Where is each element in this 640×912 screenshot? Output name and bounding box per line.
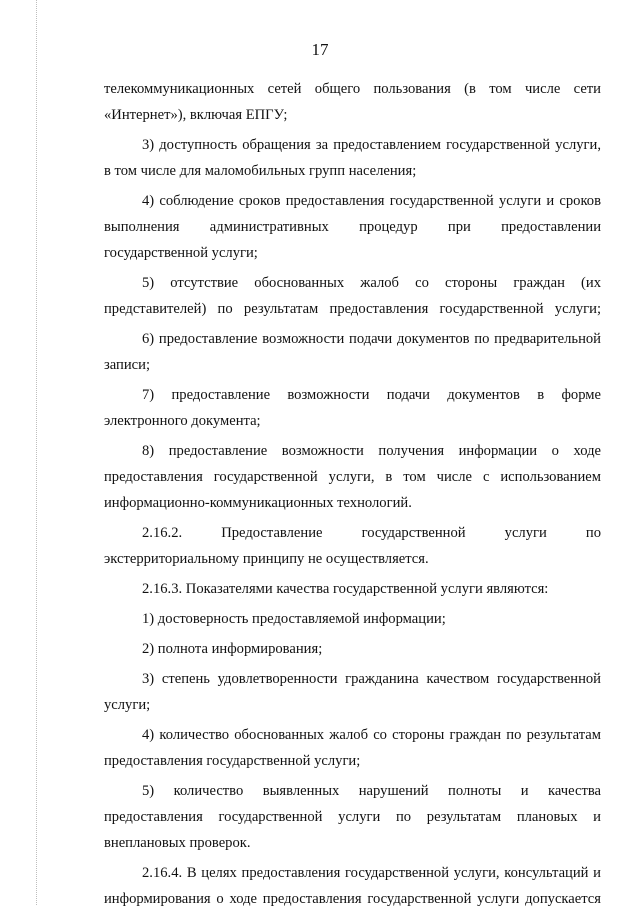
text-line: 8) предоставление возможности получения информации о ходе [142, 443, 601, 459]
text-line: 2.16.4. В целях предоставления государственной услуги, консультаций и [142, 865, 601, 881]
text-line: экстерриториальному принципу не осуществляется. [104, 551, 429, 567]
text-line: государственной услуги; [104, 245, 258, 261]
text-line: 3) доступность обращения за предоставлением государственной услуги, [142, 137, 601, 153]
text-line: 2.16.2. Предоставление государственной услуги по [142, 525, 601, 541]
text-line: представителей) по результатам предоставления государственной услуги; [104, 301, 601, 317]
text-line: телекоммуникационных сетей общего пользования (в том числе сети [104, 81, 601, 97]
text-line: предоставления государственной услуги по результатам плановых и [104, 809, 601, 825]
text-line: выполнения административных процедур при предоставлении [104, 219, 601, 235]
document-body [104, 76, 601, 912]
text-line: 3) степень удовлетворенности гражданина качеством государственной [142, 671, 601, 687]
text-line: в том числе для маломобильных групп населения; [104, 163, 417, 179]
text-line: 6) предоставление возможности подачи документов по предварительной [142, 331, 601, 347]
text-line: информационно-коммуникационных технологий. [104, 495, 412, 511]
page-number: 17 [311, 40, 329, 59]
scan-margin-dots [36, 0, 38, 905]
text-line: предоставления государственной услуги; [104, 753, 361, 769]
text-line: 2) полнота информирования; [142, 641, 323, 657]
text-line: информирования о ходе предоставления государственной услуги допускается [104, 891, 601, 907]
text-line: записи; [104, 357, 151, 373]
text-line: 4) соблюдение сроков предоставления государственной услуги и сроков [142, 193, 601, 209]
text-line: предоставления государственной услуги, в том числе с использованием [104, 469, 601, 485]
text-line: 7) предоставление возможности подачи документов в форме [142, 387, 601, 403]
text-line: 4) количество обоснованных жалоб со стороны граждан по результатам [142, 727, 601, 743]
text-line: внеплановых проверок. [104, 835, 251, 851]
text-line: 1) достоверность предоставляемой информации; [142, 611, 446, 627]
text-line: «Интернет»), включая ЕПГУ; [104, 107, 288, 123]
text-line: 5) количество выявленных нарушений полноты и качества [142, 783, 601, 799]
text-line: 2.16.3. Показателями качества государственной услуги являются: [142, 581, 549, 597]
text-line: 5) отсутствие обоснованных жалоб со стороны граждан (их [142, 275, 601, 291]
text-line: электронного документа; [104, 413, 261, 429]
text-line: услуги; [104, 697, 151, 713]
